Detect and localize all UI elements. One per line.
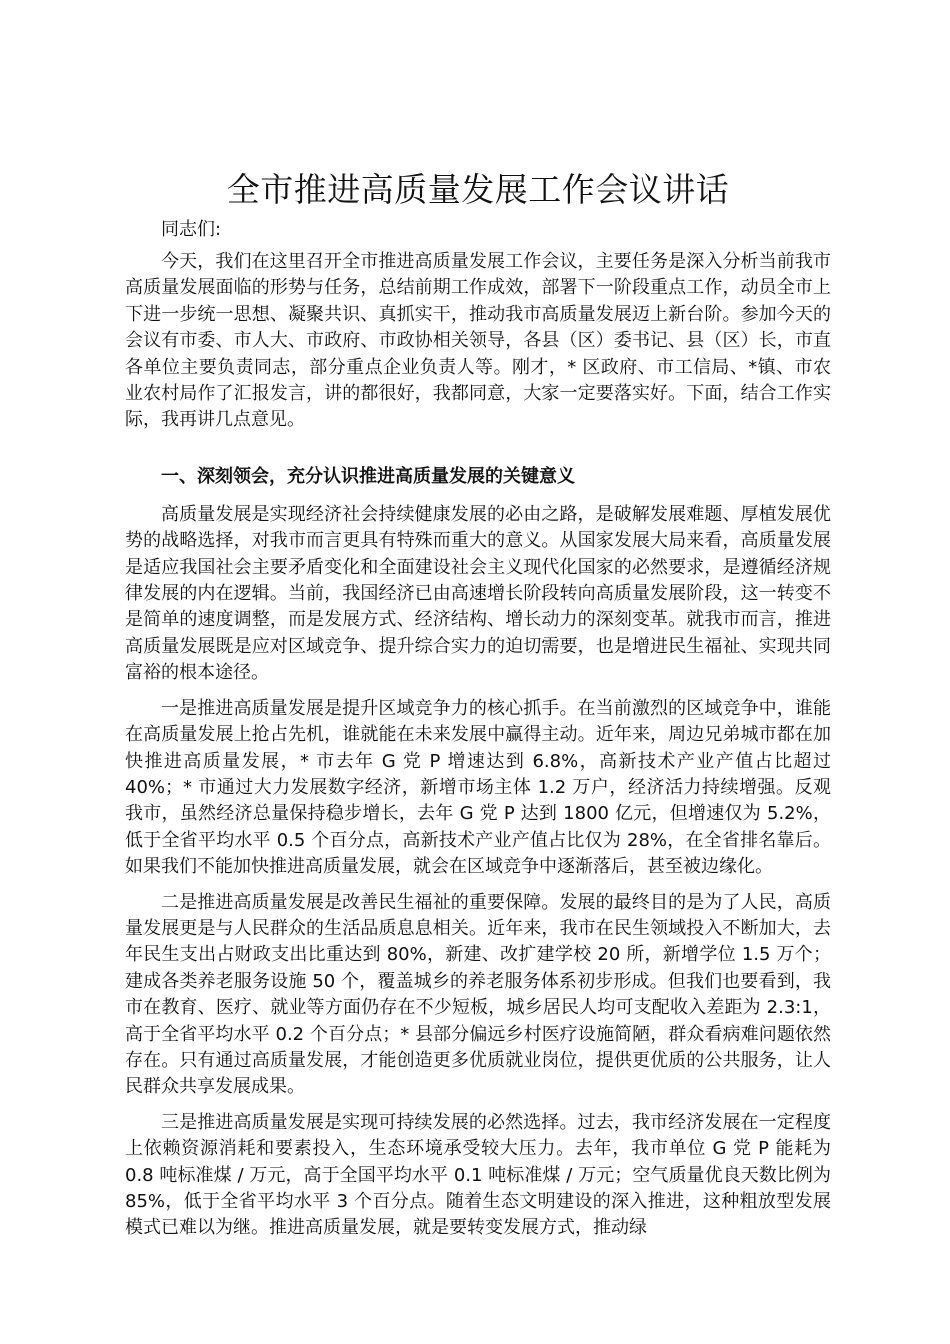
section1-paragraph-1: 高质量发展是实现经济社会持续健康发展的必由之路，是破解发展难题、厚植发展优势的战略选择，对我市而言更具有特殊而重大的意义。从国家发展大局来看，高质量发展是适应我国社会主要矛盾变化和全面建设社会主义现代化国家的必然要求，是遵循经济规律发展的内在逻辑。当前，我国经济已由高速增长阶段转向高质量发展阶段，这一转变不是简单的速度调整，而是发展方式、经济结构、增长动力的深刻变革。就我市而言，推进高质量发展既是应对区域竞争、提升综合实力的迫切需要，也是增进民生福祉、实现共同富裕的根本途径。	[125, 503, 831, 684]
section1-paragraph-2: 一是推进高质量发展是提升区域竞争力的核心抓手。在当前激烈的区域竞争中，谁能在高质量发展上抢占先机，谁就能在未来发展中赢得主动。近年来，周边兄弟城市都在加快推进高质量发展，* 市去年 G 党 P 增速达到 6.8%，高新技术产业产值占比超过 40%；* 市通过大力发展数字经济，新增市场主体 1.2 万户，经济活力持续增强。反观我市，虽然经济总量保持稳步增长，去年 G 党 P 达到 1800 亿元，但增速仅为 5.2%，低于全省平均水平 0.5 个百分点，高新技术产业产值占比仅为 28%，在全省排名靠后。如果我们不能加快推进高质量发展，就会在区域竞争中逐渐落后，甚至被边缘化。	[125, 697, 831, 878]
section1-paragraph-3: 二是推进高质量发展是改善民生福祉的重要保障。发展的最终目的是为了人民，高质量发展更是与人民群众的生活品质息息相关。近年来，我市在民生领域投入不断加大，去年民生支出占财政支出比重达到 80%，新建、改扩建学校 20 所，新增学位 1.5 万个；建成各类养老服务设施 50 个，覆盖城乡的养老服务体系初步形成。但我们也要看到，我市在教育、医疗、就业等方面仍存在不少短板，城乡居民人均可支配收入差距为 2.3:1，高于全省平均水平 0.2 个百分点；* 县部分偏远乡村医疗设施简陋，群众看病难问题依然存在。只有通过高质量发展，才能创造更多优质就业岗位，提供更优质的公共服务，让人民群众共享发展成果。	[125, 891, 831, 1098]
document-title: 全市推进高质量发展工作会议讲话	[226, 170, 730, 209]
section-heading-1: 一、深刻领会，充分认识推进高质量发展的关键意义	[161, 465, 575, 487]
salutation: 同志们:	[161, 219, 222, 240]
intro-paragraph: 今天，我们在这里召开全市推进高质量发展工作会议，主要任务是深入分析当前我市高质量发展面临的形势与任务，总结前期工作成效，部署下一阶段重点工作，动员全市上下进一步统一思想、凝聚共识、真抓实干，推动我市高质量发展迈上新台阶。参加今天的会议有市委、市人大、市政府、市政协相关领导，各县（区）委书记、县（区）长，市直各单位主要负责同志，部分重点企业负责人等。刚才，* 区政府、市工信局、*镇、市农业农村局作了汇报发言，讲的都很好，我都同意，大家一定要落实好。下面，结合工作实际，我再讲几点意见。	[125, 251, 831, 431]
document-page	[125, 168, 831, 1251]
section1-paragraph-4: 三是推进高质量发展是实现可持续发展的必然选择。过去，我市经济发展在一定程度上依赖资源消耗和要素投入，生态环境承受较大压力。去年，我市单位 G 党 P 能耗为 0.8 吨标准煤 / 万元，高于全国平均水平 0.1 吨标准煤 / 万元；空气质量优良天数比例为 85%，低于全省平均水平 3 个百分点。随着生态文明建设的深入推进，这种粗放型发展模式已难以为继。推进高质量发展，就是要转变发展方式，推动绿	[125, 1111, 831, 1239]
